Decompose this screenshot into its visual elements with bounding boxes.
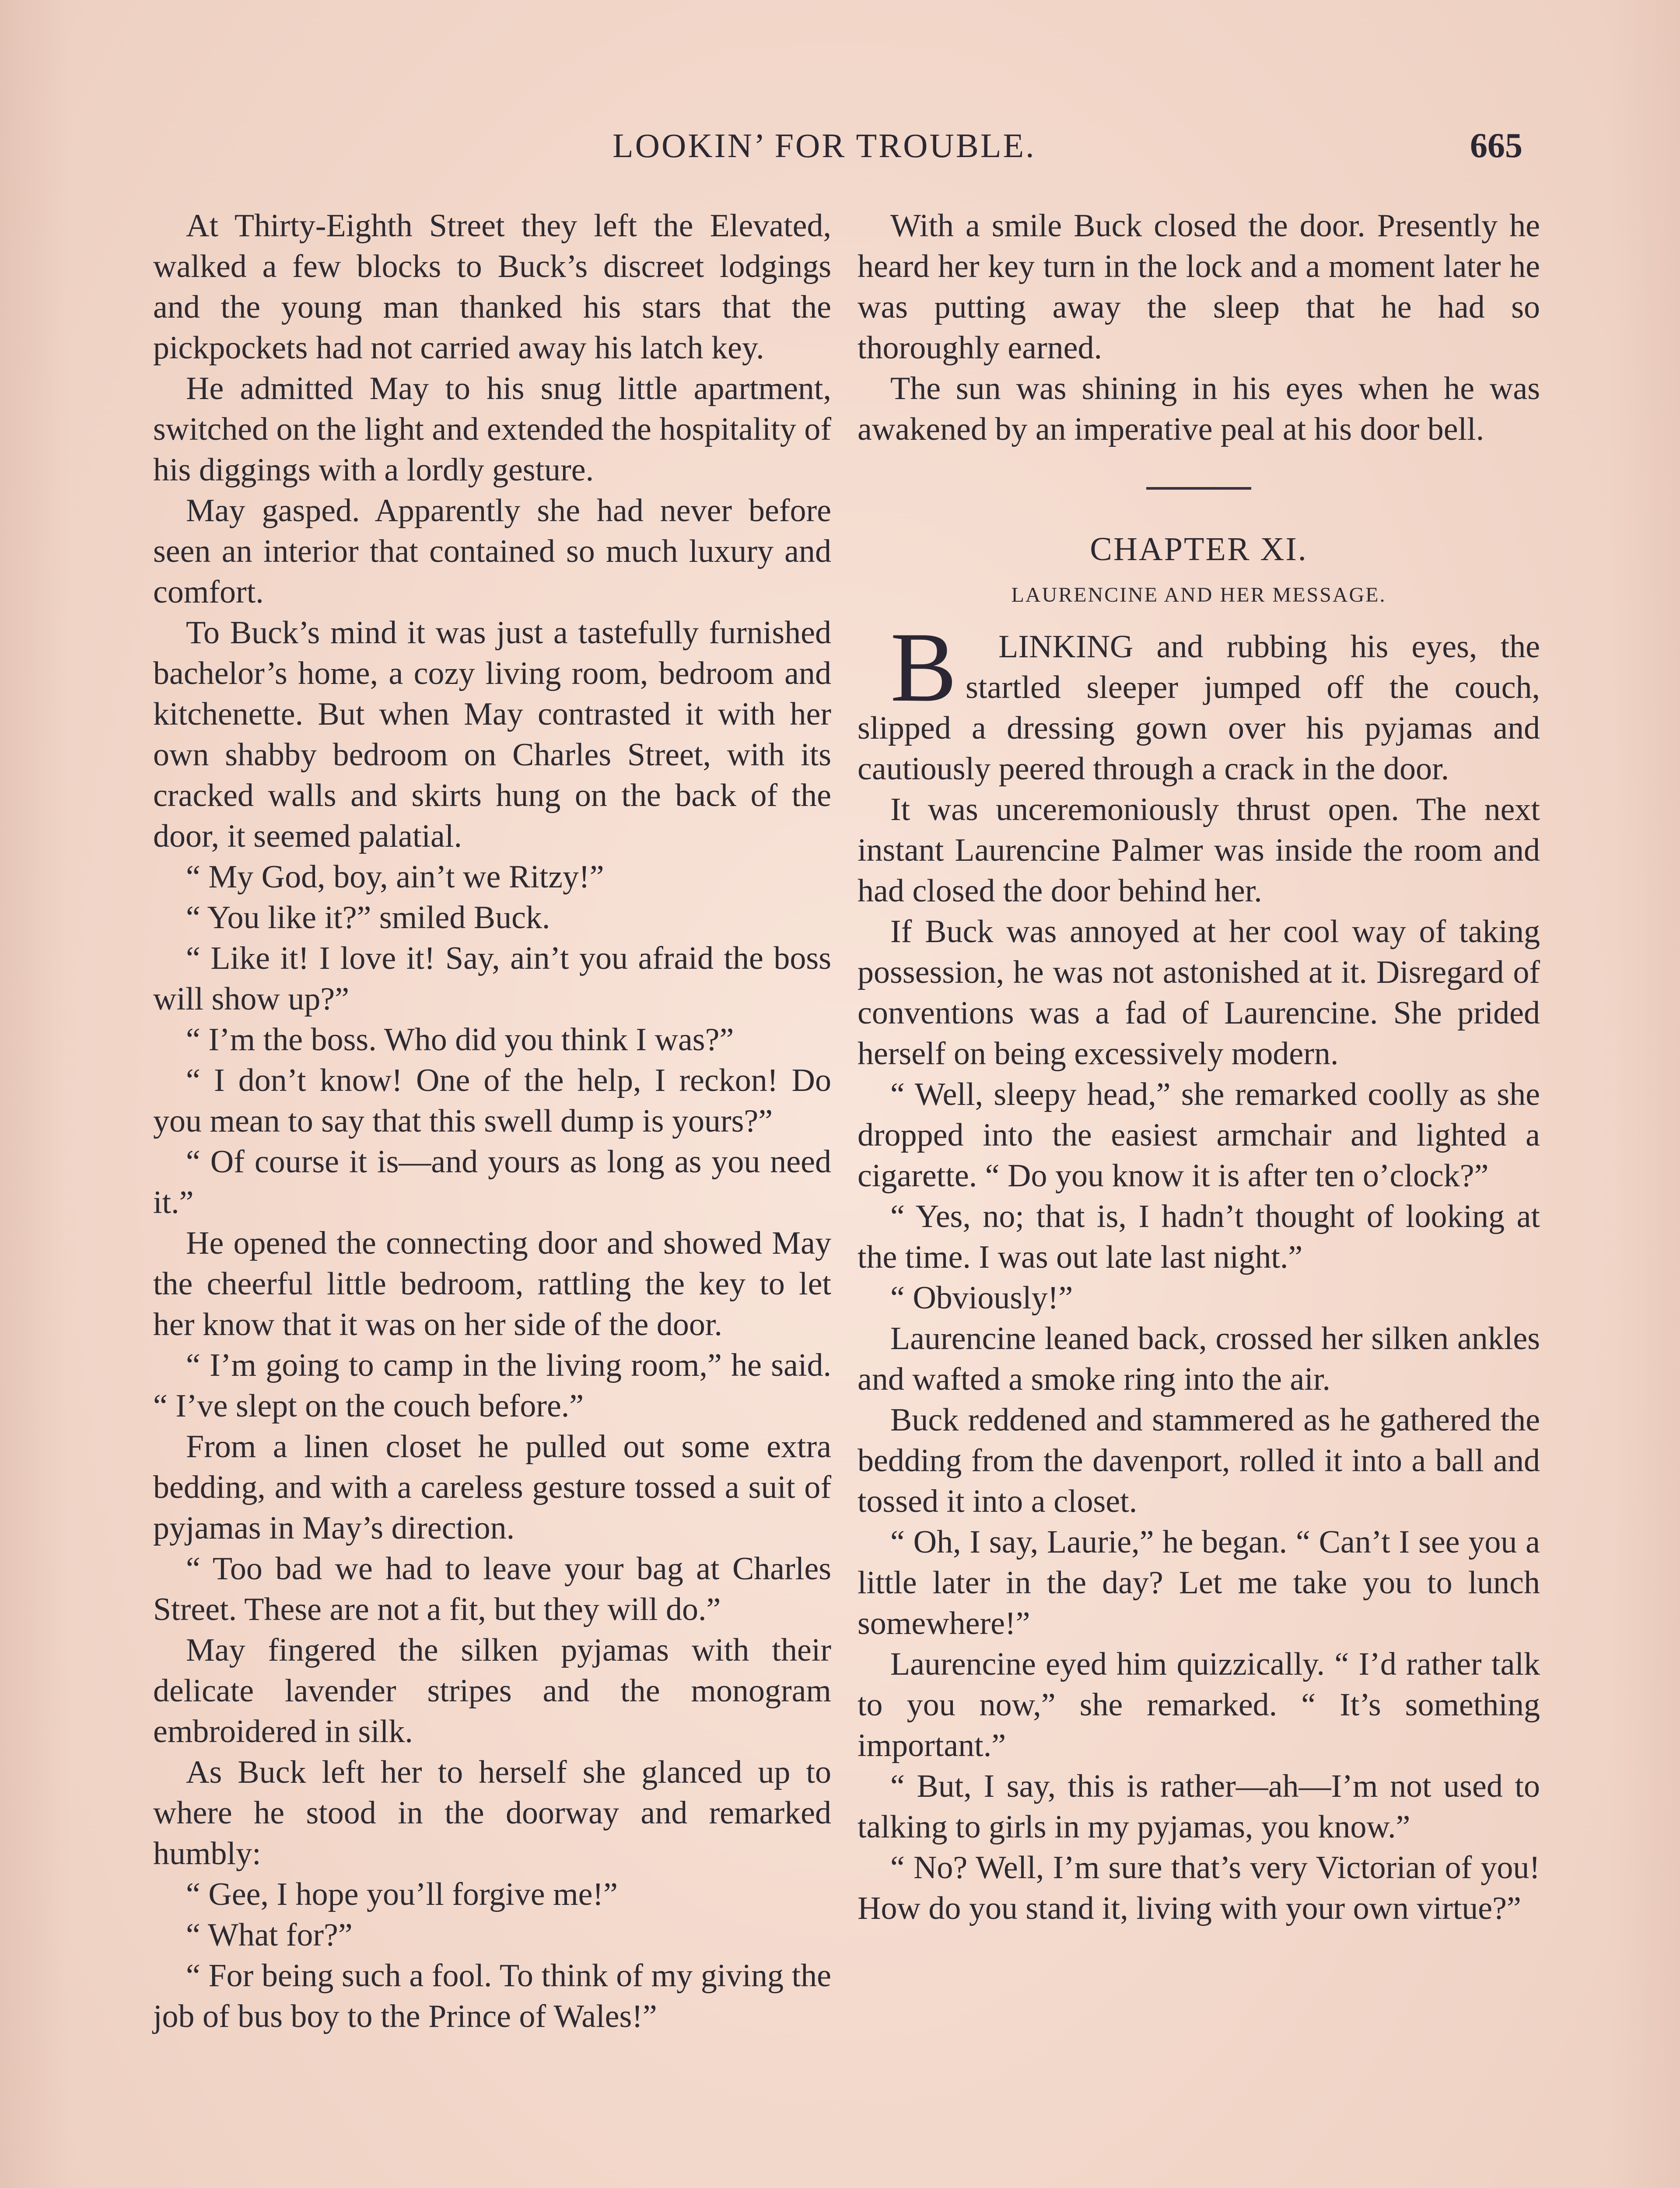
paragraph: “ My God, boy, ain’t we Ritzy!” bbox=[186, 859, 604, 895]
paragraph: “ Gee, I hope you’ll forgive me!” bbox=[186, 1876, 618, 1912]
paragraph: From a linen closet he pulled out some extra bedding, and with a careless gesture tossed a suit of pyjamas in May’s direction. bbox=[153, 1429, 831, 1546]
paragraph: May gasped. Apparently she had never before seen an interior that contained so much luxury and comfort. bbox=[153, 493, 831, 610]
paragraph: “ Obviously!” bbox=[890, 1280, 1073, 1316]
paragraph: The sun was shining in his eyes when he was awakened by an imperative peal at his door bell. bbox=[858, 371, 1540, 447]
paragraph: “ Too bad we had to leave your bag at Charles Street. These are not a fit, but they will do.” bbox=[153, 1551, 831, 1627]
paragraph: “ Like it! I love it! Say, ain’t you afraid the boss will show up?” bbox=[153, 940, 831, 1017]
paragraph: “ But, I say, this is rather—ah—I’m not used to talking to girls in my pyjamas, you know.” bbox=[858, 1768, 1540, 1845]
paragraph: “ I’m the boss. Who did you think I was?” bbox=[186, 1022, 734, 1058]
paragraph: If Buck was annoyed at her cool way of taking possession, he was not astonished at it. Disregard of conventions was a fad of Laurencine. She prided herself on being excessively modern. bbox=[858, 914, 1540, 1072]
paragraph: With a smile Buck closed the door. Presently he heard her key turn in the lock and a moment later he was putting away the sleep that he had so thoroughly earned. bbox=[858, 208, 1540, 366]
chapter-opening-paragraph bbox=[858, 612, 1540, 789]
paragraph: “ I don’t know! One of the help, I reckon! Do you mean to say that this swell dump is yours?” bbox=[153, 1062, 831, 1139]
paragraph: “ Of course it is—and yours as long as you need it.” bbox=[153, 1144, 831, 1220]
chapter-title: CHAPTER XI. bbox=[1090, 531, 1308, 568]
paragraph: “ I’m going to camp in the living room,” he said. “ I’ve slept on the couch before.” bbox=[153, 1347, 831, 1424]
paragraph: “ What for?” bbox=[186, 1917, 353, 1953]
running-header: LOOKIN’ FOR TROUBLE. bbox=[612, 126, 1036, 165]
paragraph: To Buck’s mind it was just a tastefully furnished bachelor’s home, a cozy living room, bedroom and kitchenette. But when May contrasted it with her own shabby bedroom on Charles Street, with its cracked walls and skirts hung on the back of the door, it seemed palatial. bbox=[153, 615, 831, 854]
left-column bbox=[153, 206, 831, 2037]
paragraph: Buck reddened and stammered as he gathered the bedding from the davenport, rolled it into a ball and tossed it into a closet. bbox=[858, 1402, 1540, 1519]
drop-cap: B bbox=[890, 612, 957, 722]
paragraph: “ Well, sleepy head,” she remarked coolly as she dropped into the easiest armchair and lighted a cigarette. “ Do you know it is after ten o’clock?” bbox=[858, 1076, 1540, 1194]
paragraph: At Thirty-Eighth Street they left the Elevated, walked a few blocks to Buck’s discreet lodgings and the young man thanked his stars that the pickpockets had not carried away his latch key. bbox=[153, 208, 831, 366]
paragraph: He opened the connecting door and showed May the cheerful little bedroom, rattling the key to let her know that it was on her side of the door. bbox=[153, 1225, 831, 1343]
paragraph: May fingered the silken pyjamas with their delicate lavender stripes and the monogram embroidered in silk. bbox=[153, 1632, 831, 1750]
paragraph: “ Oh, I say, Laurie,” he began. “ Can’t I see you a little later in the day? Let me take you to lunch somewhere!” bbox=[858, 1524, 1540, 1641]
paragraph: He admitted May to his snug little apartment, switched on the light and extended the hospitality of his diggings with a lordly gesture. bbox=[153, 371, 831, 488]
paragraph: As Buck left her to herself she glanced up to where he stood in the doorway and remarked humbly: bbox=[153, 1754, 831, 1872]
paragraph: Laurencine eyed him quizzically. “ I’d rather talk to you now,” she remarked. “ It’s something important.” bbox=[858, 1646, 1540, 1764]
paragraph: “ No? Well, I’m sure that’s very Victorian of you! How do you stand it, living with your own virtue?” bbox=[858, 1850, 1540, 1926]
opening-text: LINKING and rubbing his eyes, the startled sleeper jumped off the couch, slipped a dressing gown over his pyjamas and cautiously peered through a crack in the door. bbox=[858, 629, 1540, 787]
paragraph: “ For being such a fool. To think of my giving the job of bus boy to the Prince of Wales!” bbox=[153, 1958, 831, 2034]
paragraph: “ You like it?” smiled Buck. bbox=[186, 900, 550, 936]
section-divider bbox=[1146, 487, 1251, 490]
chapter-subtitle: LAURENCINE AND HER MESSAGE. bbox=[1011, 583, 1386, 607]
paragraph: Laurencine leaned back, crossed her silken ankles and wafted a smoke ring into the air. bbox=[858, 1321, 1540, 1397]
right-column bbox=[858, 206, 1540, 1929]
paragraph: It was unceremoniously thrust open. The next instant Laurencine Palmer was inside the room and had closed the door behind her. bbox=[858, 792, 1540, 909]
page-number: 665 bbox=[1470, 126, 1522, 165]
paragraph: “ Yes, no; that is, I hadn’t thought of looking at the time. I was out late last night.” bbox=[858, 1199, 1540, 1275]
